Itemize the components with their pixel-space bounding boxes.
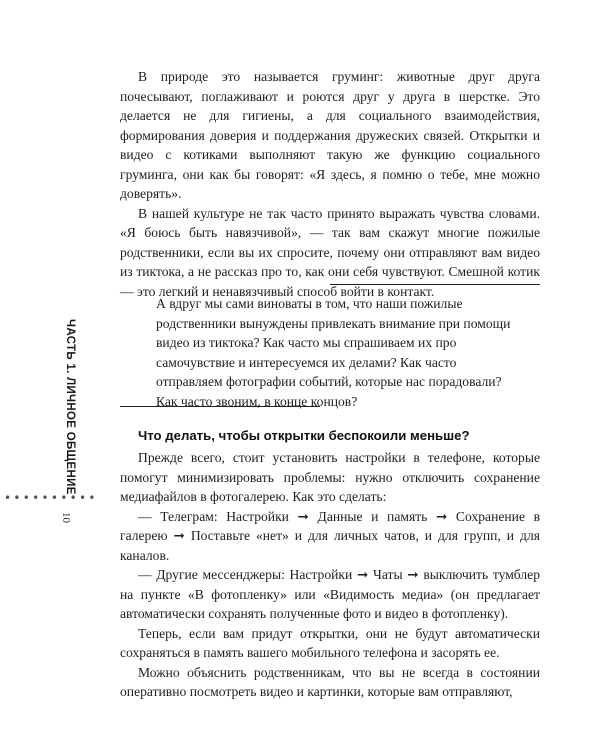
body-paragraph: В природе это называется груминг: животные друг друга почесывают, поглаживают и роются друг у друга в шерстке. Это делается не для гигиены, а для социального взаимодействия, формирования доверия и поддержания дружеских связей. Открытки и видео с котиками выполняют такую же функцию социального груминга, они как бы говорят: «Я здесь, я помню о тебе, мне можно доверять». (120, 69, 540, 201)
pull-quote: А вдруг мы сами виноваты в том, что наши пожилые родственники вынуждены привлекать внимание при помощи видео из тиктока? Как часто мы спрашиваем их про самочувствие и интересуемся их делами? Как часто отправляем фотографии событий, которые нас порадовали? Как часто звоним, в конце концов? (156, 296, 511, 409)
quote-bottom-rule (120, 406, 320, 407)
list-item-telegram: — Телеграм: Настройки ➞ Данные и память ➞ Сохранение в галерею ➞ Поставьте «нет» и для личных чатов, и для групп, и для каналов. (120, 508, 540, 563)
body-paragraph: Прежде всего, стоит установить настройки в телефоне, которые помогут минимизировать проблемы: нужно отключить сохранение медиафайлов в фотогалерею. Как это сделать: (120, 450, 540, 504)
list-item-other-messengers: — Другие мессенджеры: Настройки ➞ Чаты ➞ выключить тумблер на пункте «В фотопленку» или «Видимость медиа» (он предлагает автоматически сохранять полученные фото и видео в фотопленку). (120, 567, 540, 621)
intro-text-block (120, 67, 540, 301)
body-paragraph: В нашей культуре не так часто принято выражать чувства словами. «Я боюсь быть навязчивой», — так вам скажут многие пожилые родственники, если вы их спросите, почему они отправляют вам видео из тиктока, а не рассказ про то, как они себя чувствуют. Смешной котик — это легкий и ненавязчивый способ войти в контакт. (120, 205, 540, 299)
running-head-part-title: ЧАСТЬ 1. ЛИЧНОЕ ОБЩЕНИЕ (64, 319, 76, 495)
quote-top-rule (330, 284, 540, 285)
decorative-dot-row: •••••••••• (4, 491, 98, 505)
body-paragraph: Можно объяснить родственникам, что вы не всегда в состоянии оперативно посмотреть видео и картинки, которые вам отправляют, (120, 664, 540, 699)
page-number: 10 (60, 512, 72, 523)
advice-text-block (120, 448, 540, 702)
body-paragraph: Теперь, если вам придут открытки, они не будут автоматически сохраняться в память вашего мобильного телефона и засорять ее. (120, 625, 540, 660)
section-heading: Что делать, чтобы открытки беспокоили меньше? (138, 428, 470, 443)
